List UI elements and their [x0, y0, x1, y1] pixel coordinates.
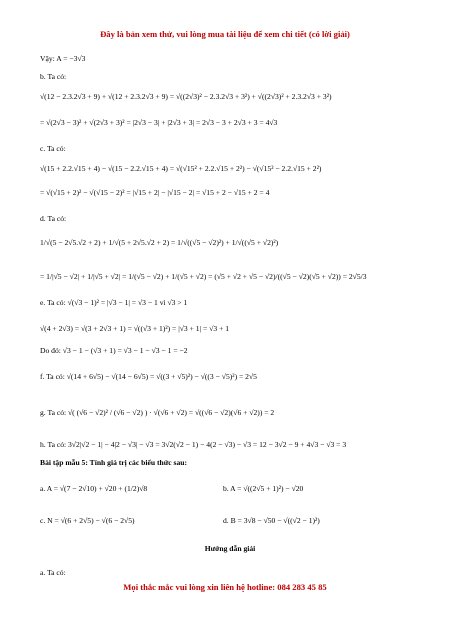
- part-e-step2: √(4 + 2√3) = √(3 + 2√3 + 1) = √((√3 + 1)²) = |√3 + 1| = √3 + 1: [40, 324, 230, 333]
- part-e-conclusion: Do đó: √3 − 1 − (√3 + 1) = √3 − 1 − √3 − 1 = −2: [40, 346, 188, 355]
- part-g: g. Ta có: √( (√6 − √2)² / (√6 − √2) ) · √(√6 + √2) = √((√6 − √2)(√6 + √2)) = 2: [40, 408, 275, 417]
- hotline-text: Mọi thắc mắc vui lòng xin liên hệ hotline: 084 283 45 85: [123, 582, 327, 592]
- part-b-step2: = √(2√3 − 3)² + √(2√3 + 3)² = |2√3 − 3| + |2√3 + 3| = 2√3 − 3 + 2√3 + 3 = 4√3: [40, 118, 278, 127]
- part-c-step2: = √(√15 + 2)² − √(√15 − 2)² = |√15 + 2| − |√15 − 2| = √15 + 2 − √15 + 2 = 4: [40, 188, 270, 197]
- exercise-5-d: d. B = 3√8 − √50 − √((√2 − 1)²): [223, 516, 320, 525]
- part-c-step1: √(15 + 2.2.√15 + 4) − √(15 − 2.2.√15 + 4) = √(√15² + 2.2.√15 + 2²) − √(√15² − 2.2.√15 + 2²): [40, 164, 322, 173]
- solution-heading: Hướng dẫn giải: [204, 544, 256, 553]
- part-d-label: d. Ta có:: [40, 214, 67, 223]
- conclusion-a: Vậy: A = −3√3: [40, 54, 86, 63]
- exercise-5-b: b. A = √((2√5 + 1)²) − √20: [223, 484, 304, 493]
- preview-notice-banner: [0, 27, 450, 41]
- part-h: h. Ta có: 3√2|√2 − 1| − 4|2 − √3| − √3 = 3√2(√2 − 1) − 4(2 − √3) − √3 = 12 − 3√2 − 9 + 4√3 − √3 = 3: [40, 440, 347, 449]
- part-d-step2: = 1/|√5 − √2| + 1/|√5 + √2| = 1/(√5 − √2) + 1/(√5 + √2) = (√5 + √2 + √5 − √2)/((√5 − √2)(√5 + √2)) = 2√5/3: [40, 272, 367, 281]
- part-c-label: c. Ta có:: [40, 144, 66, 153]
- part-b-label: b. Ta có:: [40, 72, 67, 81]
- solution-a-label: a. Ta có:: [40, 568, 66, 577]
- hotline-banner: [0, 580, 450, 594]
- part-e-step1: e. Ta có: √(√3 − 1)² = |√3 − 1| = √3 − 1 vì √3 > 1: [40, 298, 188, 307]
- exercise-5-a: a. A = √(7 − 2√10) + √20 + (1/2)√8: [40, 484, 148, 493]
- part-f: f. Ta có: √(14 + 6√5) − √(14 − 6√5) = √((3 + √5)²) − √((3 − √5)²) = 2√5: [40, 372, 257, 381]
- exercise-5-title: Bài tập mẫu 5: Tính giá trị các biểu thức sau:: [40, 458, 188, 467]
- part-b-step1: √(12 − 2.3.2√3 + 9) + √(12 + 2.3.2√3 + 9) = √((2√3)² − 2.3.2√3 + 3²) + √((2√3)² + 2.3.2√3 + 3²): [40, 92, 332, 101]
- preview-notice-text: Đây là bản xem thử, vui lòng mua tài liệu để xem chi tiết (có lời giải): [100, 29, 350, 39]
- part-d-step1: 1/√(5 − 2√5.√2 + 2) + 1/√(5 + 2√5.√2 + 2) = 1/√((√5 − √2)²) + 1/√((√5 + √2)²): [40, 238, 279, 247]
- exercise-5-c: c. N = √(6 + 2√5) − √(6 − 2√5): [40, 516, 135, 525]
